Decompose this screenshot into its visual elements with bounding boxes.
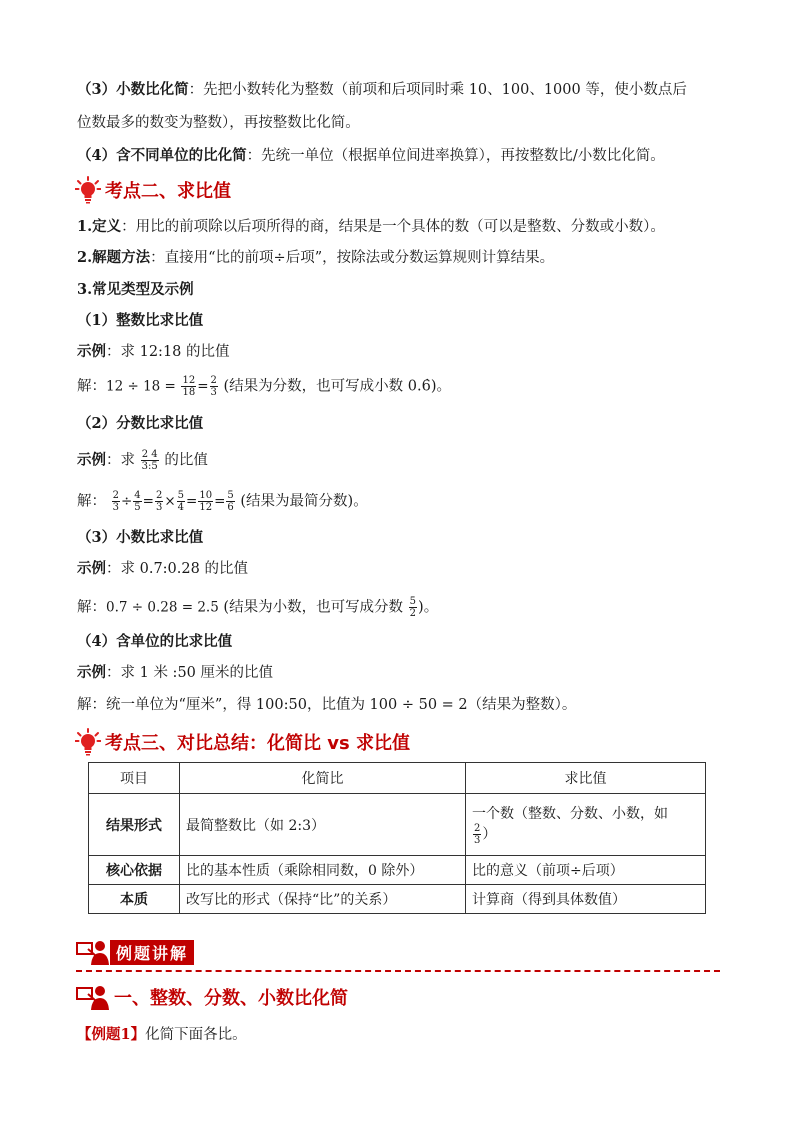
fraction: $\frac{2}{3}$ <box>474 823 481 846</box>
examples-badge: 例题讲解 <box>110 940 194 965</box>
type3-example: 示例：求 0.7:0.28 的比值 <box>77 560 248 577</box>
lightbulb-icon <box>75 728 101 756</box>
teacher-icon <box>76 939 110 965</box>
example1: 【例题1】化简下面各比。 <box>77 1026 247 1043</box>
fraction: $\frac{2 4}{3:5}$ <box>141 449 158 472</box>
table-cell: 计算商（得到具体数值） <box>466 885 706 914</box>
fraction: $\frac{5}{4}$ <box>177 490 185 513</box>
row-label: 结果形式 <box>89 794 180 856</box>
table-row <box>89 856 706 885</box>
heading-section1 <box>76 982 348 1012</box>
fraction: $\frac{12}{18}$ <box>182 375 196 398</box>
type4-label: （4）含单位的比求比值 <box>77 633 233 650</box>
fraction: $\frac{10}{12}$ <box>199 490 213 513</box>
para-method: 2.解题方法：直接用“比的前项÷后项”，按除法或分数运算规则计算结果。 <box>77 249 555 266</box>
type2-solution: 解： $\frac{2}{3}$ ÷ $\frac{4}{5}$ = $\frac{2}{3}$ × $\frac{5}{4}$ = $\frac{10}{12}$ = $\frac{5}{6}$ (结果为最简分数)。 <box>77 490 368 513</box>
fraction: $\frac{2}{3}$ <box>155 490 163 513</box>
examples-banner <box>76 937 194 967</box>
fraction: $\frac{5}{6}$ <box>227 490 234 513</box>
heading-section1-text: 一、整数、分数、小数比化简 <box>114 988 348 1009</box>
comparison-table <box>88 762 706 914</box>
fraction: $\frac{2}{3}$ <box>210 375 217 398</box>
type3-solution: 解：0.7 ÷ 0.28 = 2.5 (结果为小数，也可写成分数 $\frac{5}{2}$ )。 <box>77 596 439 619</box>
type1-label: （1）整数比求比值 <box>77 312 204 329</box>
fraction: $\frac{2}{3}$ <box>112 490 119 513</box>
table-cell: 最简整数比（如 2:3） <box>180 794 466 856</box>
table-header: 求比值 <box>466 763 706 794</box>
lightbulb-icon <box>75 176 101 204</box>
table-header-row <box>89 763 706 794</box>
para-types: 3.常见类型及示例 <box>77 281 194 298</box>
type2-example: 示例：求 $\frac{2 4}{3:5}$ 的比值 <box>77 449 208 472</box>
row-label: 本质 <box>89 885 180 914</box>
fraction: $\frac{4}{5}$ <box>134 490 141 513</box>
teacher-icon <box>76 984 110 1010</box>
type2-label: （2）分数比求比值 <box>77 415 204 432</box>
type1-solution: 解：12 ÷ 18 = $\frac{12}{18}$ = $\frac{2}{3}$ (结果为分数，也可写成小数 0.6̇)。 <box>77 375 451 398</box>
fraction: $\frac{5}{2}$ <box>409 596 417 619</box>
dashed-divider <box>76 970 720 972</box>
table-cell: 比的基本性质（乘除相同数，0 除外） <box>180 856 466 885</box>
para-unit-simplify: （4）含不同单位的比化简：先统一单位（根据单位间进率换算），再按整数比/小数比化简。 <box>77 147 665 164</box>
table-row <box>89 794 706 856</box>
table-header: 项目 <box>89 763 180 794</box>
table-cell: 一个数（整数、分数、小数，如 $\frac{2}{3}$ ） <box>466 794 706 856</box>
heading-point3 <box>75 727 410 757</box>
row-label: 核心依据 <box>89 856 180 885</box>
heading-point2-text: 考点二、求比值 <box>105 181 231 202</box>
table-header: 化简比 <box>180 763 466 794</box>
para-decimal-simplify-cont: 位数最多的数变为整数），再按整数比化简。 <box>77 115 360 131</box>
type4-example: 示例：求 1 米 :50 厘米的比值 <box>77 664 273 681</box>
example1-label: 【例题1】 <box>77 1026 146 1043</box>
table-cell: 比的意义（前项÷后项） <box>466 856 706 885</box>
heading-point2 <box>75 175 231 205</box>
table-row <box>89 885 706 914</box>
type4-solution: 解：统一单位为“厘米”，得 100:50，比值为 100 ÷ 50 = 2（结果为整数）。 <box>77 697 577 713</box>
type1-example: 示例：求 12:18 的比值 <box>77 343 230 360</box>
type3-label: （3）小数比求比值 <box>77 529 204 546</box>
para-decimal-simplify: （3）小数比化简：先把小数转化为整数（前项和后项同时乘 10、100、1000 等，使小数点后 <box>77 81 687 98</box>
table-cell: 改写比的形式（保持“比”的关系） <box>180 885 466 914</box>
heading-point3-text: 考点三、对比总结：化简比 vs 求比值 <box>105 733 410 754</box>
para-definition: 1.定义：用比的前项除以后项所得的商，结果是一个具体的数（可以是整数、分数或小数）。 <box>77 218 665 235</box>
